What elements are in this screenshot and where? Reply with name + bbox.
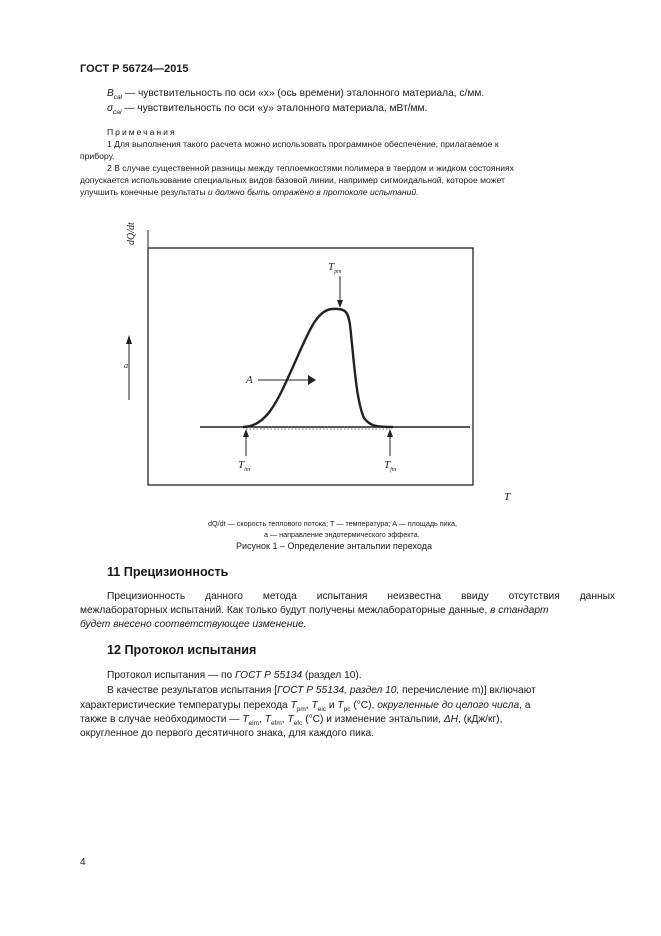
symbol-sigma: σ	[107, 103, 114, 114]
y-axis-label: dQ/dt	[126, 222, 137, 245]
section-12-line3-a: характеристические температуры перехода	[80, 700, 291, 711]
figure-legend-line2: a — направление эндотермического эффекта.	[264, 530, 420, 539]
enthalpy-figure	[118, 210, 518, 510]
sym-t-pm-sub: pm	[296, 706, 306, 714]
note2-line3-italic: и должно быть отражено в протоколе испытаний.	[207, 187, 419, 197]
note1-line1: 1 Для выполнения такого расчета можно использовать программное обеспечение, прилагаемое к	[107, 139, 499, 149]
section-12-line4: также в случае необходимости — $T_{eim}$, $T_{efm}$, $T_{efc}$ (°C) и изменение энтальпии, ΔH, (кДж/кг),	[80, 714, 503, 728]
peak-arrow-head	[337, 300, 343, 308]
section-11-line1-text: Прецизионность данного метода испытания неизвестна ввиду отсутствия данных	[107, 591, 615, 602]
direction-label: a	[124, 361, 128, 370]
peak-label-sub: pm	[334, 269, 342, 275]
figure-caption: Рисунок 1 – Определение энтальпии перехода	[236, 541, 432, 551]
section-12-line3-d: , а	[519, 700, 531, 711]
note2-line1: 2 В случае существенной разницы между теплоемкостями полимера в твердом и жидком состояниях	[107, 163, 514, 173]
direction-arrow-head	[126, 335, 132, 344]
page-number: 4	[80, 857, 86, 868]
end-arrow-head	[387, 429, 393, 437]
start-label	[238, 459, 251, 473]
start-label-main: T	[238, 459, 245, 471]
note2-line3-text: улучшить конечные результаты	[80, 187, 208, 197]
note2-line2: допускается использование специальных видов базовой линии, например сигмоидальной, которое может	[80, 175, 505, 185]
note2-line3	[80, 186, 419, 198]
section-12-line4-a: также в случае необходимости —	[80, 714, 243, 725]
definition-b-text: — чувствительность по оси «x» (ось времени) эталонного материала, с/мм.	[122, 88, 485, 99]
definition-sigma-cal	[107, 102, 427, 120]
start-arrow-head	[243, 429, 249, 437]
section-12-line1-c: (раздел 10).	[302, 670, 362, 681]
figure-legend-line1: dQ/dt — скорость теплового потока; T — температура; A — площадь пика,	[208, 519, 457, 528]
section-11-title: 11 Прецизионность	[107, 565, 229, 579]
symbol-b: B	[107, 88, 114, 99]
symbol-sigma-sub: cal	[113, 109, 122, 117]
section-12-line2-c: перечисление m)] включают	[399, 685, 536, 696]
sym-t-pc-sub: pc	[343, 706, 351, 714]
sym-t-pc: T	[337, 700, 344, 711]
area-arrow-head	[308, 375, 316, 385]
area-label: A	[246, 374, 253, 386]
section-12-line3-b: (°C),	[350, 700, 378, 711]
section-11-line1	[107, 590, 615, 604]
peak-label	[328, 261, 342, 275]
section-12-line1	[107, 669, 362, 683]
section-11-line2-text: межлабораторных испытаний. Как только будут получены межлабораторные данные,	[80, 605, 491, 616]
sym-t-efm-sub: efm	[270, 720, 282, 728]
section-11-line2-italic: в стандарт	[490, 605, 549, 616]
sym-t-eim-sub: eim	[248, 720, 260, 728]
sym-t-eic: T	[311, 700, 318, 711]
sym-t-eim: T	[242, 714, 249, 725]
sym-delta-h: ΔH	[443, 714, 458, 725]
figure-frame	[148, 248, 473, 485]
section-12-title: 12 Протокол испытания	[107, 643, 257, 657]
section-12-line2	[107, 684, 536, 698]
section-12-line4-b: (°C) и изменение энтальпии,	[302, 714, 444, 725]
sym-t-pm: T	[290, 700, 297, 711]
section-11-line3: будет внесено соответствующее изменение.	[80, 619, 307, 630]
symbol-b-sub: cal	[113, 94, 123, 102]
start-label-sub: im	[244, 467, 251, 473]
section-12-line2-ref: ГОСТ Р 55134, раздел 10,	[277, 685, 400, 696]
section-12-line4-c: , (кДж/кг),	[457, 714, 503, 725]
sym-t-efc: T	[287, 714, 294, 725]
sym-t-efc-sub: efc	[293, 720, 303, 728]
sym-t-eic-sub: eic	[317, 706, 327, 714]
document-header: ГОСТ Р 56724—2015	[80, 63, 189, 75]
x-axis-label: T	[504, 491, 511, 503]
section-12-line5: округленное до первого десятичного знака, для каждого пика.	[80, 728, 375, 739]
end-label-sub: fm	[390, 467, 397, 473]
end-label	[384, 459, 397, 473]
end-label-main: T	[384, 459, 391, 471]
note1-line2: прибору.	[80, 151, 115, 161]
peak-curve	[243, 309, 393, 427]
definition-sigma-text: — чувствительность по оси «y» эталонного материала, мВт/мм.	[121, 103, 428, 114]
notes-title: Примечания	[107, 127, 177, 137]
section-12-line1-a: Протокол испытания — по	[107, 670, 235, 681]
peak-label-main: T	[328, 261, 335, 273]
section-12-line2-a: В качестве результатов испытания [	[107, 685, 278, 696]
section-11-line2	[80, 604, 548, 618]
section-12-line1-ref: ГОСТ Р 55134	[234, 670, 303, 681]
section-12-line3: характеристические температуры перехода $T_{pm}$, $T_{eic}$ и $T_{pc}$ (°C), округленные до целого числа, а	[80, 700, 531, 714]
sym-t-efm: T	[264, 714, 271, 725]
section-12-line3-italic: округленные до целого числа	[377, 700, 520, 711]
